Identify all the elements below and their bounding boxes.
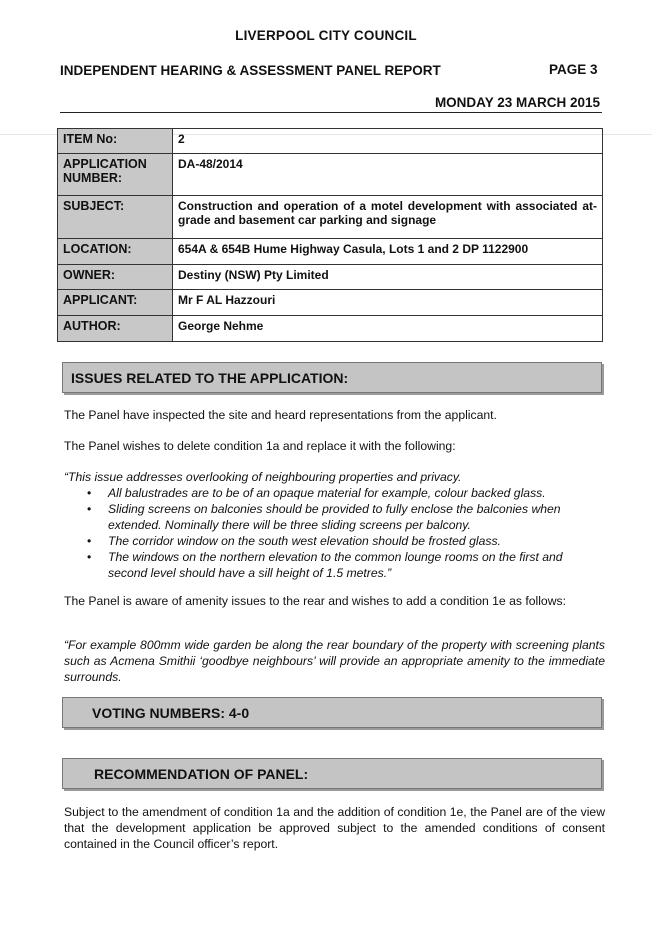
bullet-icon: • bbox=[87, 550, 92, 564]
row-value: Destiny (NSW) Pty Limited bbox=[173, 265, 603, 290]
table-row bbox=[58, 196, 603, 239]
report-date: MONDAY 23 MARCH 2015 bbox=[434, 95, 600, 110]
row-label: OWNER: bbox=[58, 265, 173, 290]
bullet-icon: • bbox=[87, 534, 92, 548]
item-details-table bbox=[57, 128, 603, 342]
recommendation-heading: RECOMMENDATION OF PANEL: bbox=[94, 765, 309, 782]
row-value: 654A & 654B Hume Highway Casula, Lots 1 and 2 DP 1122900 bbox=[173, 239, 603, 265]
list-item: • All balustrades are to be of an opaque material for example, colour backed glass. bbox=[87, 486, 546, 500]
table-row bbox=[58, 239, 603, 265]
row-label: LOCATION: bbox=[58, 239, 173, 265]
row-label: APPLICANT: bbox=[58, 290, 173, 316]
issues-paragraph-3: The Panel is aware of amenity issues to the rear and wishes to add a condition 1e as follows: bbox=[64, 594, 566, 608]
list-item: • Sliding screens on balconies should be provided to fully enclose the balconies when extended. Nominally there will be three sliding screens per balcony. bbox=[87, 502, 561, 532]
row-value: 2 bbox=[173, 129, 603, 154]
issues-heading: ISSUES RELATED TO THE APPLICATION: bbox=[71, 369, 349, 386]
issues-paragraph-1: The Panel have inspected the site and heard representations from the applicant. bbox=[64, 408, 497, 422]
row-label: SUBJECT: bbox=[58, 196, 173, 239]
table-row bbox=[58, 265, 603, 290]
row-label: AUTHOR: bbox=[58, 316, 173, 342]
row-value: Mr F AL Hazzouri bbox=[173, 290, 603, 316]
voting-heading: VOTING NUMBERS: 4-0 bbox=[92, 704, 250, 721]
issues-heading-bar bbox=[62, 362, 602, 393]
recommendation-text: Subject to the amendment of condition 1a and the addition of condition 1e, the Panel are of the view that the development application be approved subject to the amended conditions of consent contained in the Council officer’s report. bbox=[64, 805, 605, 851]
recommendation-heading-bar bbox=[62, 758, 602, 789]
quote-intro: “This issue addresses overlooking of neighbouring properties and privacy. bbox=[64, 470, 462, 484]
report-title: INDEPENDENT HEARING & ASSESSMENT PANEL REPORT bbox=[60, 63, 441, 78]
issues-paragraph-2: The Panel wishes to delete condition 1a and replace it with the following: bbox=[64, 439, 456, 453]
list-item: • The windows on the northern elevation to the common lounge rooms on the first and second level should have a sill height of 1.5 metres.” bbox=[87, 550, 563, 580]
page-number: PAGE 3 bbox=[549, 62, 598, 77]
row-value: Construction and operation of a motel development with associated at-grade and basement car parking and signage bbox=[173, 196, 603, 239]
row-label: ITEM No: bbox=[58, 129, 173, 154]
table-row bbox=[58, 129, 603, 154]
condition-1e-quote: “For example 800mm wide garden be along the rear boundary of the property with screening plants such as Acmena Smithii ‘goodbye neighbours’ will provide an appropriate amenity to the immediate surrounds. bbox=[64, 638, 605, 684]
row-label: APPLICATION NUMBER: bbox=[58, 154, 173, 196]
row-value: George Nehme bbox=[173, 316, 603, 342]
condition-1a-list bbox=[64, 485, 605, 581]
council-name: LIVERPOOL CITY COUNCIL bbox=[235, 28, 417, 43]
bullet-icon: • bbox=[87, 502, 92, 516]
bullet-icon: • bbox=[87, 486, 92, 500]
condition-1a-quote bbox=[64, 469, 605, 581]
voting-heading-bar bbox=[62, 697, 602, 728]
table-row bbox=[58, 154, 603, 196]
table-row bbox=[58, 290, 603, 316]
list-item: • The corridor window on the south west elevation should be frosted glass. bbox=[87, 534, 501, 548]
header-rule bbox=[60, 112, 602, 113]
table-row bbox=[58, 316, 603, 342]
row-value: DA-48/2014 bbox=[173, 154, 603, 196]
